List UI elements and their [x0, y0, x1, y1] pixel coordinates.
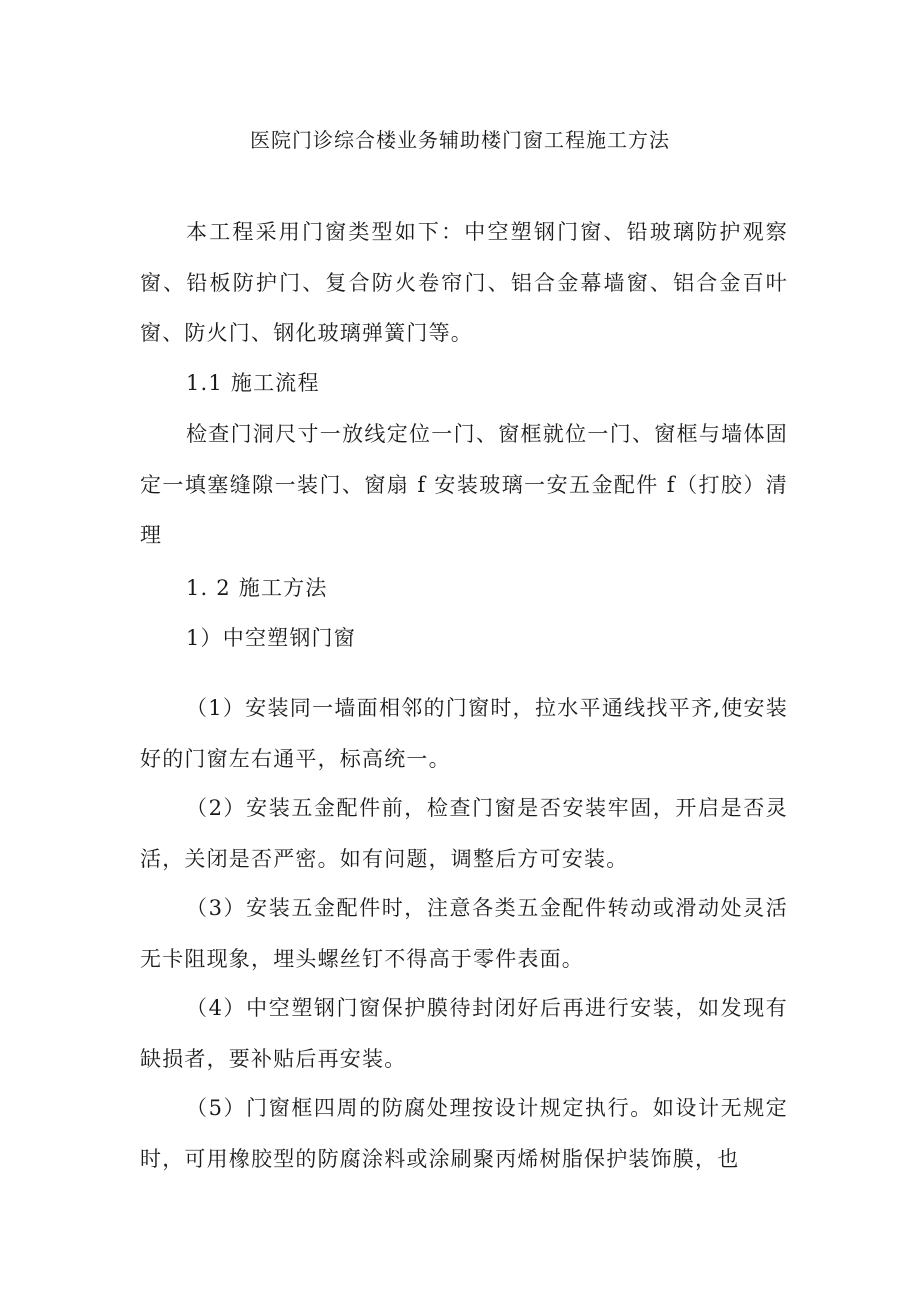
- document-title: 医院门诊综合楼业务辅助楼门窗工程施工方法: [250, 128, 670, 152]
- list-item-1: （1）安装同一墙面相邻的门窗时，拉水平通线找平齐,使安装好的门窗左右通平，标高统一。: [140, 696, 788, 771]
- list-item-5: （5）门窗框四周的防腐处理按设计规定执行。如设计无规定时，可用橡胶型的防腐涂料或涂刷聚丙烯树脂保护装饰膜，也: [140, 1096, 788, 1171]
- section-heading-1-1: 1.1 施工流程: [186, 371, 320, 395]
- process-paragraph: 检查门洞尺寸一放线定位一门、窗框就位一门、窗框与墙体固定一填塞缝隙一装门、窗扇 f 安装玻璃一安五金配件 f（打胶）清理: [140, 422, 788, 547]
- list-item-4: （4）中空塑钢门窗保护膜待封闭好后再进行安装，如发现有缺损者，要补贴后再安装。: [140, 996, 788, 1071]
- list-item-3: （3）安装五金配件时，注意各类五金配件转动或滑动处灵活无卡阻现象，埋头螺丝钉不得高于零件表面。: [140, 896, 788, 971]
- section-heading-1-2: 1. 2 施工方法: [186, 576, 328, 600]
- list-item-2: （2）安装五金配件前，检查门窗是否安装牢固，开启是否灵活，关闭是否严密。如有问题，调整后方可安装。: [140, 796, 788, 871]
- subsection-heading-1: 1）中空塑钢门窗: [186, 626, 356, 650]
- intro-paragraph: 本工程采用门窗类型如下：中空塑钢门窗、铅玻璃防护观察窗、铅板防护门、复合防火卷帘门、铝合金幕墙窗、铝合金百叶窗、防火门、钢化玻璃弹簧门等。: [140, 220, 788, 345]
